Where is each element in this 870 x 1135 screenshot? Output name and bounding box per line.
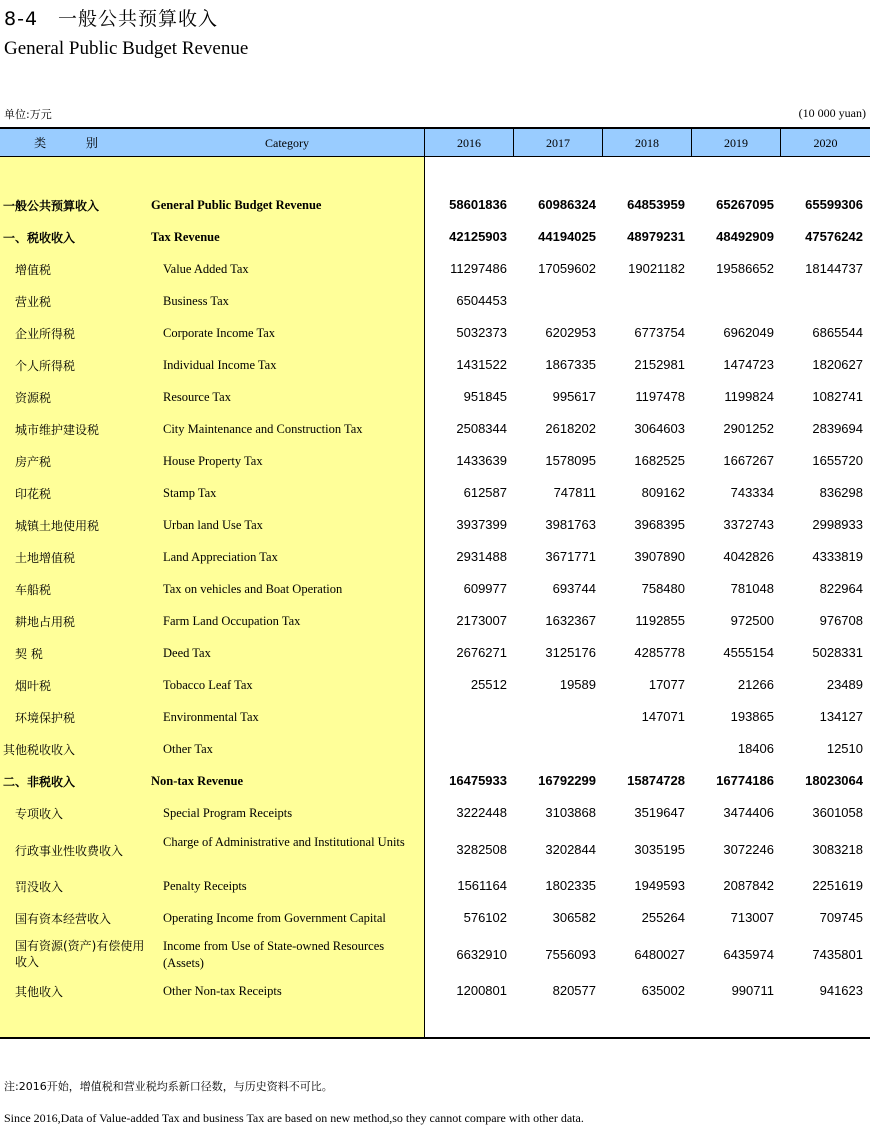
row-label-cn: 城市维护建设税 <box>15 423 100 437</box>
row-value-2018: 48979231 <box>627 229 685 244</box>
row-label-cn: 城镇土地使用税 <box>15 519 100 533</box>
row-value-2017: 16792299 <box>538 773 596 788</box>
row-value-2016: 3282508 <box>456 842 507 857</box>
row-value-2019: 65267095 <box>716 197 774 212</box>
row-value-2018: 4285778 <box>634 645 685 660</box>
page-title-cn: 8-4 一般公共预算收入 <box>4 8 219 30</box>
row-label-en: Corporate Income Tax <box>163 326 276 340</box>
row-value-2019: 48492909 <box>716 229 774 244</box>
header-year-2018: 2018 <box>635 136 659 150</box>
row-label-cn: 行政事业性收费收入 <box>15 844 124 858</box>
row-value-2017: 60986324 <box>538 197 596 212</box>
row-label-en: City Maintenance and Construction Tax <box>163 422 363 436</box>
table-bottom-rule <box>0 1037 870 1039</box>
row-label-en: Income from Use of State-owned Resources (Assets) <box>163 939 385 970</box>
row-value-2018: 6480027 <box>634 947 685 962</box>
row-value-2020: 941623 <box>819 983 863 998</box>
row-value-2019: 743334 <box>730 485 774 500</box>
row-value-2019: 6435974 <box>723 947 774 962</box>
row-label-en: Stamp Tax <box>163 486 217 500</box>
column-divider <box>424 157 425 1037</box>
row-label-en: Tax Revenue <box>151 230 220 244</box>
unit-label-en: (10 000 yuan) <box>798 106 866 120</box>
row-value-2017: 17059602 <box>538 261 596 276</box>
row-value-2016: 612587 <box>463 485 507 500</box>
row-value-2017: 1867335 <box>545 357 596 372</box>
row-label-en: Other Non-tax Receipts <box>163 984 282 998</box>
row-value-2020: 18023064 <box>805 773 863 788</box>
row-value-2019: 2901252 <box>723 421 774 436</box>
row-label-en: Special Program Receipts <box>163 806 293 820</box>
row-value-2016: 2676271 <box>456 645 507 660</box>
row-value-2020: 1820627 <box>812 357 863 372</box>
row-value-2016: 58601836 <box>449 197 507 212</box>
row-label-en: Environmental Tax <box>163 710 259 724</box>
row-value-2020: 3601058 <box>812 805 863 820</box>
row-value-2019: 1199824 <box>724 389 774 404</box>
row-label-en: Value Added Tax <box>163 262 249 276</box>
header-year-2016: 2016 <box>457 136 481 150</box>
row-value-2018: 3907890 <box>634 549 685 564</box>
row-value-2018: 15874728 <box>627 773 685 788</box>
row-value-2016: 2508344 <box>456 421 507 436</box>
row-label-cn: 车船税 <box>15 583 52 597</box>
row-label-en: House Property Tax <box>163 454 263 468</box>
row-value-2016: 6632910 <box>456 947 507 962</box>
row-label-cn: 一、税收收入 <box>3 231 76 245</box>
row-value-2017: 7556093 <box>545 947 596 962</box>
row-value-2017: 747811 <box>553 485 596 500</box>
row-value-2019: 6962049 <box>723 325 774 340</box>
row-label-en: General Public Budget Revenue <box>151 198 322 212</box>
row-value-2018: 3968395 <box>634 517 685 532</box>
row-label-en: Charge of Administrative and Institutional Units <box>163 835 405 849</box>
row-value-2020: 2839694 <box>812 421 863 436</box>
row-value-2019: 16774186 <box>716 773 774 788</box>
row-value-2018: 64853959 <box>627 197 685 212</box>
row-value-2016: 1433639 <box>456 453 507 468</box>
row-value-2017: 19589 <box>559 677 596 692</box>
row-label-en: Penalty Receipts <box>163 879 247 893</box>
unit-label-cn: 单位:万元 <box>4 108 52 121</box>
row-value-2019: 18406 <box>737 741 774 756</box>
row-value-2017: 1632367 <box>545 613 596 628</box>
row-value-2018: 1949593 <box>634 878 685 893</box>
row-value-2019: 4042826 <box>723 549 774 564</box>
row-value-2018: 19021182 <box>628 261 685 276</box>
row-value-2019: 2087842 <box>723 878 774 893</box>
row-label-cn: 罚没收入 <box>15 880 64 894</box>
row-label-en: Operating Income from Government Capital <box>163 911 386 925</box>
row-value-2020: 65599306 <box>805 197 863 212</box>
row-value-2016: 3937399 <box>456 517 507 532</box>
row-value-2019: 1474723 <box>723 357 774 372</box>
row-value-2019: 21266 <box>737 677 774 692</box>
row-value-2018: 255264 <box>641 910 685 925</box>
row-value-2019: 19586652 <box>716 261 774 276</box>
row-label-cn: 烟叶税 <box>15 679 52 693</box>
row-value-2017: 995617 <box>552 389 596 404</box>
header-category-en: Category <box>265 136 309 150</box>
row-value-2016: 11297486 <box>450 261 507 276</box>
table-header <box>0 127 870 157</box>
row-value-2017: 3671771 <box>545 549 596 564</box>
row-label-cn: 印花税 <box>15 487 52 501</box>
row-label-cn: 耕地占用税 <box>15 615 76 629</box>
row-value-2016: 42125903 <box>449 229 507 244</box>
row-value-2017: 1578095 <box>545 453 596 468</box>
row-label-cn: 二、非税收入 <box>3 775 76 789</box>
row-value-2020: 822964 <box>819 581 863 596</box>
row-value-2020: 2998933 <box>812 517 863 532</box>
row-value-2017: 306582 <box>552 910 596 925</box>
row-value-2018: 1197478 <box>635 389 685 404</box>
row-value-2020: 1655720 <box>812 453 863 468</box>
header-category-cn: 类 别 <box>34 136 116 150</box>
row-label-cn: 其他收入 <box>15 985 64 999</box>
row-value-2016: 16475933 <box>449 773 507 788</box>
row-value-2018: 1192855 <box>635 613 685 628</box>
row-value-2018: 3519647 <box>634 805 685 820</box>
row-label-cn: 环境保护税 <box>15 711 76 725</box>
row-value-2016: 3222448 <box>456 805 507 820</box>
row-value-2016: 25512 <box>470 677 507 692</box>
row-value-2018: 1682525 <box>634 453 685 468</box>
row-label-cn: 土地增值税 <box>15 551 76 565</box>
footnote-en: Since 2016,Data of Value-added Tax and business Tax are based on new method,so they cannot compare with other data. <box>4 1111 584 1125</box>
row-value-2020: 1082741 <box>812 389 863 404</box>
row-value-2018: 17077 <box>648 677 685 692</box>
row-value-2017: 820577 <box>552 983 596 998</box>
row-label-cn: 契 税 <box>15 647 43 661</box>
row-value-2020: 2251619 <box>812 878 863 893</box>
row-value-2016: 609977 <box>463 581 507 596</box>
row-label-cn: 国有资源(资产)有偿使用收入 <box>15 939 145 969</box>
row-value-2018: 758480 <box>641 581 685 596</box>
row-value-2016: 5032373 <box>456 325 507 340</box>
row-value-2019: 3072246 <box>723 842 774 857</box>
row-value-2020: 12510 <box>826 741 863 756</box>
row-value-2018: 147071 <box>641 709 685 724</box>
row-value-2019: 193865 <box>730 709 774 724</box>
row-value-2017: 2618202 <box>545 421 596 436</box>
row-value-2016: 1431522 <box>456 357 507 372</box>
row-value-2019: 4555154 <box>723 645 774 660</box>
row-value-2016: 1200801 <box>456 983 507 998</box>
row-value-2019: 990711 <box>731 983 774 998</box>
row-value-2019: 972500 <box>730 613 774 628</box>
row-value-2017: 6202953 <box>545 325 596 340</box>
row-value-2020: 5028331 <box>812 645 863 660</box>
row-label-cn: 企业所得税 <box>15 327 76 341</box>
row-value-2018: 809162 <box>641 485 685 500</box>
row-value-2016: 951845 <box>463 389 507 404</box>
row-value-2020: 47576242 <box>805 229 863 244</box>
row-value-2017: 3103868 <box>545 805 596 820</box>
footnote-cn: 注:2016开始，增值税和营业税均系新口径数，与历史资料不可比。 <box>4 1080 333 1093</box>
row-value-2018: 3064603 <box>634 421 685 436</box>
row-value-2020: 709745 <box>819 910 863 925</box>
row-label-cn: 国有资本经营收入 <box>15 912 112 926</box>
header-year-2017: 2017 <box>546 136 570 150</box>
row-value-2019: 1667267 <box>723 453 774 468</box>
row-value-2018: 3035195 <box>634 842 685 857</box>
row-value-2017: 3981763 <box>545 517 596 532</box>
row-label-en: Urban land Use Tax <box>163 518 263 532</box>
row-value-2020: 18144737 <box>805 261 863 276</box>
row-label-cn: 一般公共预算收入 <box>3 199 100 213</box>
row-value-2020: 23489 <box>826 677 863 692</box>
row-value-2020: 3083218 <box>812 842 863 857</box>
row-value-2020: 4333819 <box>812 549 863 564</box>
row-label-en: Deed Tax <box>163 646 211 660</box>
row-label-cn: 房产税 <box>15 455 52 469</box>
header-year-2019: 2019 <box>724 136 748 150</box>
row-label-cn: 资源税 <box>15 391 52 405</box>
row-value-2019: 3474406 <box>723 805 774 820</box>
row-value-2017: 693744 <box>552 581 596 596</box>
row-value-2019: 781048 <box>730 581 774 596</box>
row-label-en: Farm Land Occupation Tax <box>163 614 301 628</box>
header-year-2020: 2020 <box>813 136 838 150</box>
row-label-en: Individual Income Tax <box>163 358 277 372</box>
row-value-2020: 7435801 <box>812 947 863 962</box>
row-value-2018: 635002 <box>641 983 685 998</box>
row-value-2019: 713007 <box>730 910 774 925</box>
row-value-2019: 3372743 <box>723 517 774 532</box>
row-value-2016: 6504453 <box>456 293 507 308</box>
row-label-en: Tobacco Leaf Tax <box>163 678 253 692</box>
page-title-en: General Public Budget Revenue <box>4 38 249 59</box>
row-label-en: Land Appreciation Tax <box>163 550 278 564</box>
row-value-2016: 2931488 <box>456 549 507 564</box>
row-label-cn: 营业税 <box>15 295 52 309</box>
row-value-2020: 836298 <box>819 485 863 500</box>
row-value-2017: 1802335 <box>545 878 596 893</box>
row-label-cn: 专项收入 <box>15 807 64 821</box>
row-value-2016: 576102 <box>463 910 507 925</box>
row-value-2016: 1561164 <box>457 878 507 893</box>
row-value-2017: 44194025 <box>538 229 596 244</box>
row-label-cn: 个人所得税 <box>15 359 76 373</box>
row-label-en: Other Tax <box>163 742 213 756</box>
row-value-2018: 2152981 <box>634 357 685 372</box>
row-label-en: Business Tax <box>163 294 229 308</box>
row-value-2017: 3202844 <box>545 842 596 857</box>
row-label-en: Resource Tax <box>163 390 231 404</box>
row-value-2018: 6773754 <box>634 325 685 340</box>
row-value-2020: 134127 <box>819 709 863 724</box>
row-label-en: Non-tax Revenue <box>151 774 244 788</box>
row-label-en: Tax on vehicles and Boat Operation <box>163 582 343 596</box>
row-value-2017: 3125176 <box>545 645 596 660</box>
row-value-2020: 976708 <box>819 613 863 628</box>
row-value-2016: 2173007 <box>456 613 507 628</box>
row-label-cn: 其他税收收入 <box>3 743 76 757</box>
row-value-2020: 6865544 <box>812 325 863 340</box>
row-label-cn: 增值税 <box>15 263 52 277</box>
